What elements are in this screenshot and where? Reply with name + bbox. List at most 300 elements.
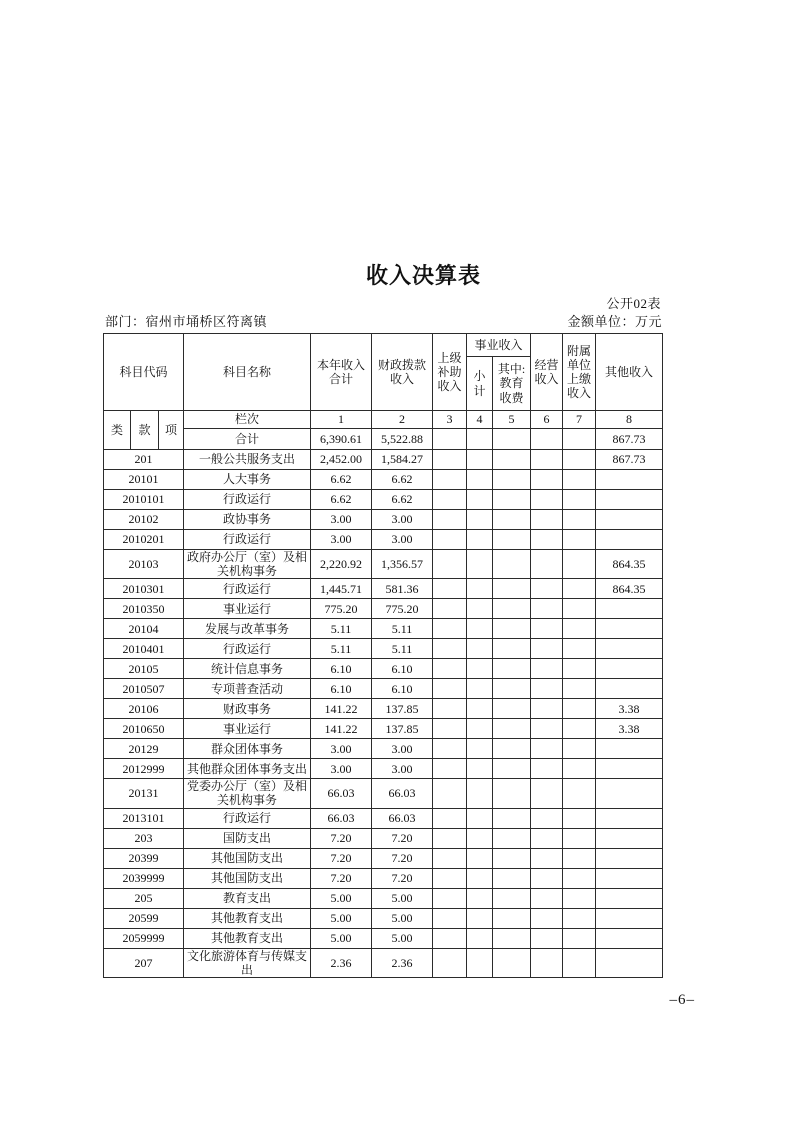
value-cell [493, 739, 531, 759]
value-cell [531, 659, 563, 679]
subject-name-cell: 其他群众团体事务支出 [184, 759, 311, 779]
subject-name-cell: 人大事务 [184, 470, 311, 490]
value-cell [531, 699, 563, 719]
value-cell [531, 679, 563, 699]
page-title: 收入决算表 [365, 263, 481, 288]
subject-name-cell: 财政事务 [184, 699, 311, 719]
value-cell [493, 579, 531, 599]
subject-name-cell: 统计信息事务 [184, 659, 311, 679]
header-affiliated-remit: 附属单位上缴收入 [563, 334, 596, 411]
subject-code-cell: 2039999 [104, 868, 184, 888]
value-cell [563, 599, 596, 619]
value-cell [531, 908, 563, 928]
subject-name-cell: 其他教育支出 [184, 928, 311, 948]
subject-name-cell: 其他国防支出 [184, 868, 311, 888]
value-cell [433, 828, 467, 848]
value-cell [531, 888, 563, 908]
value-cell: 7.20 [372, 868, 433, 888]
value-cell: 66.03 [311, 779, 372, 808]
value-cell: 3.00 [372, 510, 433, 530]
subject-name-cell: 行政运行 [184, 639, 311, 659]
table-row [104, 450, 663, 470]
value-cell: 5.00 [372, 908, 433, 928]
value-cell: 137.85 [372, 699, 433, 719]
header-item: 项 [159, 411, 184, 450]
subject-code-cell: 2059999 [104, 928, 184, 948]
subject-name-cell: 教育支出 [184, 888, 311, 908]
value-cell [596, 808, 663, 828]
value-cell [433, 579, 467, 599]
value-cell [467, 808, 493, 828]
value-cell [467, 619, 493, 639]
value-cell: 3.00 [311, 530, 372, 550]
value-cell [563, 908, 596, 928]
value-cell: 2,452.00 [311, 450, 372, 470]
column-index-6: 6 [531, 411, 563, 429]
value-cell [467, 888, 493, 908]
value-cell [531, 619, 563, 639]
subject-code-cell: 20105 [104, 659, 184, 679]
value-cell [596, 619, 663, 639]
value-cell [493, 679, 531, 699]
value-cell: 5.11 [372, 619, 433, 639]
table-row [104, 639, 663, 659]
value-cell [467, 450, 493, 470]
value-cell [493, 908, 531, 928]
table-row [104, 599, 663, 619]
column-index-8: 8 [596, 411, 663, 429]
value-cell [596, 659, 663, 679]
value-cell: 7.20 [372, 848, 433, 868]
value-cell [433, 739, 467, 759]
value-cell [493, 868, 531, 888]
page-number: –6– [669, 992, 695, 1008]
subject-name-cell: 政府办公厅（室）及相关机构事务 [184, 550, 311, 579]
value-cell [467, 848, 493, 868]
value-cell [596, 908, 663, 928]
value-cell [563, 450, 596, 470]
value-cell [563, 639, 596, 659]
table-row [104, 888, 663, 908]
value-cell: 3.00 [372, 739, 433, 759]
header-subtotal: 小计 [467, 357, 493, 411]
column-index-3: 3 [433, 411, 467, 429]
value-cell: 7.20 [311, 868, 372, 888]
value-cell [531, 579, 563, 599]
value-cell [433, 759, 467, 779]
table-row [104, 868, 663, 888]
table-row [104, 848, 663, 868]
header-total-income: 本年收入合计 [311, 334, 372, 411]
value-cell [433, 659, 467, 679]
subject-code-cell: 2010301 [104, 579, 184, 599]
header-class: 类 [104, 411, 131, 450]
value-cell: 3.38 [596, 699, 663, 719]
table-row [104, 928, 663, 948]
table-row [104, 699, 663, 719]
value-cell [531, 868, 563, 888]
value-cell: 6.62 [311, 490, 372, 510]
subject-code-cell: 20101 [104, 470, 184, 490]
value-cell [433, 550, 467, 579]
subject-name-cell: 事业运行 [184, 599, 311, 619]
table-row [104, 550, 663, 579]
value-cell: 1,584.27 [372, 450, 433, 470]
value-cell [531, 639, 563, 659]
subject-name-cell: 其他国防支出 [184, 848, 311, 868]
value-cell [563, 719, 596, 739]
value-cell [493, 828, 531, 848]
subject-name-cell: 国防支出 [184, 828, 311, 848]
value-cell [563, 579, 596, 599]
subject-name-cell: 群众团体事务 [184, 739, 311, 759]
value-cell [563, 808, 596, 828]
value-cell [596, 679, 663, 699]
income-statement-table [103, 333, 663, 978]
value-cell [531, 848, 563, 868]
value-cell [563, 848, 596, 868]
department-label: 部门：宿州市埇桥区符离镇 [105, 314, 268, 329]
table-row [104, 510, 663, 530]
value-cell [433, 679, 467, 699]
subject-name-cell: 事业运行 [184, 719, 311, 739]
value-cell [596, 868, 663, 888]
value-cell [596, 739, 663, 759]
value-cell [531, 828, 563, 848]
value-cell [493, 848, 531, 868]
value-cell [433, 808, 467, 828]
table-body [104, 450, 663, 978]
value-cell [531, 490, 563, 510]
value-cell [467, 779, 493, 808]
subject-code-cell: 20129 [104, 739, 184, 759]
subject-name-cell: 行政运行 [184, 530, 311, 550]
value-cell [433, 530, 467, 550]
value-cell [433, 888, 467, 908]
value-cell: 66.03 [372, 808, 433, 828]
subject-code-cell: 20399 [104, 848, 184, 868]
header-education-fee: 其中:教育收费 [493, 357, 531, 411]
value-cell [563, 490, 596, 510]
value-cell [563, 510, 596, 530]
value-cell [563, 470, 596, 490]
value-cell [531, 948, 563, 977]
unit-label: 金额单位：万元 [567, 314, 662, 329]
header-subject-code: 科目代码 [104, 334, 184, 411]
grand-total-c4 [467, 429, 493, 450]
subject-code-cell: 2012999 [104, 759, 184, 779]
value-cell: 3.00 [372, 530, 433, 550]
grand-total-c1: 6,390.61 [311, 429, 372, 450]
table-row [104, 779, 663, 808]
table-row [104, 530, 663, 550]
table-row [104, 490, 663, 510]
header-operating-income: 经营收入 [531, 334, 563, 411]
column-index-5: 5 [493, 411, 531, 429]
value-cell: 7.20 [311, 848, 372, 868]
value-cell [467, 928, 493, 948]
value-cell [467, 550, 493, 579]
value-cell [433, 470, 467, 490]
value-cell: 137.85 [372, 719, 433, 739]
table-row [104, 719, 663, 739]
value-cell [467, 470, 493, 490]
subject-code-cell: 205 [104, 888, 184, 908]
value-cell [467, 759, 493, 779]
value-cell [493, 659, 531, 679]
subject-code-cell: 2010350 [104, 599, 184, 619]
value-cell [596, 928, 663, 948]
value-cell [596, 848, 663, 868]
value-cell [596, 828, 663, 848]
value-cell [467, 530, 493, 550]
value-cell [493, 948, 531, 977]
value-cell: 5.00 [311, 928, 372, 948]
value-cell [563, 828, 596, 848]
value-cell [433, 908, 467, 928]
value-cell [433, 490, 467, 510]
subject-name-cell: 行政运行 [184, 808, 311, 828]
value-cell: 141.22 [311, 719, 372, 739]
value-cell: 6.10 [372, 679, 433, 699]
subject-code-cell: 2013101 [104, 808, 184, 828]
subject-code-cell: 2010101 [104, 490, 184, 510]
subject-code-cell: 20131 [104, 779, 184, 808]
value-cell [433, 779, 467, 808]
value-cell [563, 888, 596, 908]
value-cell [433, 450, 467, 470]
table-row [104, 808, 663, 828]
subject-code-cell: 2010401 [104, 639, 184, 659]
table-row [104, 470, 663, 490]
column-index-row [104, 411, 663, 429]
subject-name-cell: 政协事务 [184, 510, 311, 530]
value-cell [563, 739, 596, 759]
header-subject-name: 科目名称 [184, 334, 311, 411]
grand-total-label: 合计 [184, 429, 311, 450]
value-cell [563, 948, 596, 977]
column-index-4: 4 [467, 411, 493, 429]
value-cell [467, 948, 493, 977]
value-cell [467, 639, 493, 659]
value-cell [563, 759, 596, 779]
value-cell [596, 779, 663, 808]
value-cell: 66.03 [372, 779, 433, 808]
subject-code-cell: 207 [104, 948, 184, 977]
header-row-1 [104, 334, 663, 357]
value-cell: 5.00 [372, 888, 433, 908]
column-index-1: 1 [311, 411, 372, 429]
value-cell [433, 848, 467, 868]
value-cell [596, 599, 663, 619]
value-cell: 864.35 [596, 550, 663, 579]
value-cell [563, 659, 596, 679]
value-cell [531, 928, 563, 948]
value-cell: 775.20 [311, 599, 372, 619]
table-row [104, 948, 663, 977]
value-cell [563, 928, 596, 948]
value-cell: 5.11 [311, 619, 372, 639]
value-cell: 5.00 [372, 928, 433, 948]
value-cell [467, 490, 493, 510]
value-cell [531, 470, 563, 490]
grand-total-row [104, 429, 663, 450]
meta-row [105, 311, 662, 330]
subject-name-cell: 专项普查活动 [184, 679, 311, 699]
column-index-2: 2 [372, 411, 433, 429]
table-row [104, 659, 663, 679]
subject-code-cell: 2010201 [104, 530, 184, 550]
value-cell [493, 530, 531, 550]
subject-code-cell: 203 [104, 828, 184, 848]
value-cell: 6.62 [372, 470, 433, 490]
value-cell [467, 599, 493, 619]
value-cell [563, 550, 596, 579]
value-cell: 6.10 [311, 679, 372, 699]
value-cell [467, 579, 493, 599]
value-cell [433, 928, 467, 948]
value-cell [493, 510, 531, 530]
value-cell [531, 779, 563, 808]
subject-code-cell: 2010650 [104, 719, 184, 739]
value-cell [596, 948, 663, 977]
value-cell: 2.36 [311, 948, 372, 977]
value-cell [596, 639, 663, 659]
value-cell [433, 699, 467, 719]
value-cell [531, 808, 563, 828]
value-cell [493, 808, 531, 828]
header-section: 款 [131, 411, 159, 450]
value-cell [596, 510, 663, 530]
subject-code-cell: 2010507 [104, 679, 184, 699]
grand-total-c7 [563, 429, 596, 450]
header-other-income: 其他收入 [596, 334, 663, 411]
value-cell [493, 490, 531, 510]
value-cell [493, 619, 531, 639]
subject-code-cell: 20103 [104, 550, 184, 579]
header-superior-subsidy: 上级补助收入 [433, 334, 467, 411]
value-cell [596, 888, 663, 908]
value-cell: 864.35 [596, 579, 663, 599]
value-cell [493, 450, 531, 470]
value-cell [467, 908, 493, 928]
value-cell [433, 510, 467, 530]
value-cell: 1,356.57 [372, 550, 433, 579]
table-row [104, 908, 663, 928]
value-cell [467, 868, 493, 888]
value-cell [531, 759, 563, 779]
value-cell [493, 470, 531, 490]
value-cell [563, 619, 596, 639]
subject-name-cell: 文化旅游体育与传媒支出 [184, 948, 311, 977]
value-cell: 7.20 [372, 828, 433, 848]
value-cell [433, 599, 467, 619]
value-cell [467, 699, 493, 719]
value-cell [493, 888, 531, 908]
grand-total-c6 [531, 429, 563, 450]
value-cell: 7.20 [311, 828, 372, 848]
value-cell [467, 828, 493, 848]
value-cell: 5.11 [311, 639, 372, 659]
grand-total-c3 [433, 429, 467, 450]
column-index-7: 7 [563, 411, 596, 429]
value-cell [563, 868, 596, 888]
value-cell [531, 739, 563, 759]
value-cell: 6.10 [311, 659, 372, 679]
column-row-label: 栏次 [184, 411, 311, 429]
value-cell [493, 928, 531, 948]
table-row [104, 619, 663, 639]
header-business-income: 事业收入 [467, 334, 531, 357]
value-cell: 66.03 [311, 808, 372, 828]
value-cell [493, 759, 531, 779]
value-cell [531, 450, 563, 470]
value-cell [531, 719, 563, 739]
subject-name-cell: 行政运行 [184, 579, 311, 599]
value-cell [493, 550, 531, 579]
value-cell: 6.62 [311, 470, 372, 490]
table-row [104, 739, 663, 759]
value-cell: 2.36 [372, 948, 433, 977]
value-cell: 3.00 [311, 510, 372, 530]
header-fiscal-appropriation: 财政拨款收入 [372, 334, 433, 411]
table-row [104, 579, 663, 599]
value-cell [596, 759, 663, 779]
value-cell [596, 530, 663, 550]
subject-code-cell: 20102 [104, 510, 184, 530]
table-row [104, 828, 663, 848]
value-cell [596, 490, 663, 510]
value-cell [433, 868, 467, 888]
value-cell: 581.36 [372, 579, 433, 599]
value-cell [467, 510, 493, 530]
value-cell [433, 719, 467, 739]
value-cell: 5.00 [311, 888, 372, 908]
value-cell [493, 779, 531, 808]
value-cell [563, 530, 596, 550]
value-cell [467, 739, 493, 759]
value-cell [563, 779, 596, 808]
value-cell [493, 639, 531, 659]
value-cell [467, 719, 493, 739]
value-cell [467, 659, 493, 679]
value-cell [493, 599, 531, 619]
subject-name-cell: 发展与改革事务 [184, 619, 311, 639]
value-cell: 775.20 [372, 599, 433, 619]
subject-code-cell: 201 [104, 450, 184, 470]
value-cell: 3.00 [372, 759, 433, 779]
subject-name-cell: 一般公共服务支出 [184, 450, 311, 470]
value-cell [531, 510, 563, 530]
value-cell [493, 719, 531, 739]
value-cell [433, 619, 467, 639]
value-cell: 6.10 [372, 659, 433, 679]
form-code-label: 公开02表 [606, 296, 661, 311]
value-cell [433, 948, 467, 977]
subject-name-cell: 党委办公厅（室）及相关机构事务 [184, 779, 311, 808]
value-cell [493, 699, 531, 719]
value-cell [596, 470, 663, 490]
value-cell [531, 550, 563, 579]
value-cell: 1,445.71 [311, 579, 372, 599]
subject-name-cell: 其他教育支出 [184, 908, 311, 928]
value-cell: 867.73 [596, 450, 663, 470]
subject-name-cell: 行政运行 [184, 490, 311, 510]
value-cell [563, 699, 596, 719]
subject-code-cell: 20106 [104, 699, 184, 719]
value-cell: 3.00 [311, 759, 372, 779]
value-cell: 5.00 [311, 908, 372, 928]
